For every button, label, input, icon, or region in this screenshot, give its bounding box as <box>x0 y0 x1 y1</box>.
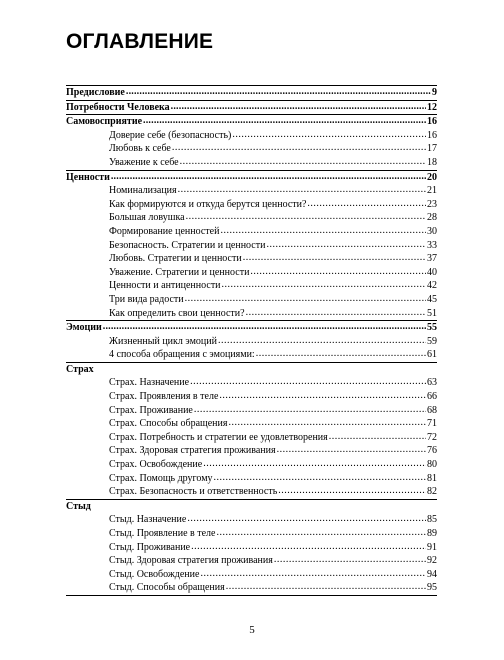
dot-leader <box>266 239 426 252</box>
toc-entry[interactable] <box>66 390 437 404</box>
toc-entry-title: Любовь. Стратегии и ценности <box>109 253 242 265</box>
dot-leader <box>277 444 426 457</box>
toc-entry[interactable] <box>66 142 437 156</box>
toc-entry-title: Уважение к себе <box>109 156 179 168</box>
toc-section-heading[interactable] <box>66 500 437 514</box>
toc-entry-title: Как формируются и откуда берутся ценности? <box>109 198 307 210</box>
toc-entry[interactable] <box>66 431 437 445</box>
toc-page-number: 12 <box>427 101 437 113</box>
dot-leader <box>178 184 426 197</box>
toc-entry[interactable] <box>66 184 437 198</box>
dot-leader <box>172 142 426 155</box>
toc-entry-title: Формирование ценностей <box>109 225 220 237</box>
toc-entry[interactable] <box>66 335 437 349</box>
toc-entry-title: Доверие себе (безопасность) <box>109 129 232 141</box>
toc-entry-title: Как определить свои ценности? <box>109 307 245 319</box>
dot-leader <box>216 527 426 540</box>
toc-page-number: 9 <box>432 87 437 98</box>
toc-page-number: 80 <box>427 459 437 471</box>
toc-entry-title: 4 способа обращения с эмоциями: <box>109 349 255 361</box>
toc-entry[interactable] <box>66 101 437 116</box>
toc-entry[interactable] <box>66 211 437 225</box>
dot-leader <box>214 472 426 485</box>
toc-page-number: 40 <box>427 266 437 278</box>
toc-entry-title: Страх <box>66 363 94 375</box>
dot-leader <box>200 568 426 581</box>
dot-leader <box>190 376 426 389</box>
toc-entry[interactable] <box>66 239 437 253</box>
toc-entry[interactable] <box>66 417 437 431</box>
toc-page-number: 63 <box>427 377 437 389</box>
toc-entry[interactable] <box>66 458 437 472</box>
dot-leader <box>219 390 426 403</box>
toc-entry-title: Ценности <box>66 171 110 183</box>
dot-leader <box>220 225 426 238</box>
dot-leader <box>171 101 426 114</box>
dot-leader <box>307 198 426 211</box>
toc-page-number: 16 <box>427 129 437 141</box>
dot-leader <box>194 404 426 417</box>
dot-leader <box>191 541 426 554</box>
toc-entry[interactable] <box>66 198 437 212</box>
toc-entry-title: Большая ловушка <box>109 212 185 224</box>
toc-page-number: 28 <box>427 212 437 224</box>
toc-page-number: 81 <box>427 472 437 484</box>
toc-page-number: 71 <box>427 418 437 430</box>
toc-page-number: 61 <box>427 349 437 361</box>
toc-entry-title: Страх. Способы обращения <box>109 418 228 430</box>
dot-leader <box>250 266 426 279</box>
toc-page-number: 30 <box>427 225 437 237</box>
toc-page-number: 17 <box>427 143 437 155</box>
dot-leader <box>274 554 426 567</box>
page-number: 5 <box>249 624 255 636</box>
toc-entry-title: Стыд. Назначение <box>109 514 187 526</box>
toc-entry-title: Эмоции <box>66 322 102 334</box>
toc-entry[interactable] <box>66 266 437 280</box>
toc-page-number: 55 <box>427 322 437 334</box>
toc-entry[interactable] <box>66 581 437 595</box>
toc-entry[interactable] <box>66 568 437 582</box>
toc-page-number: 91 <box>427 541 437 553</box>
dot-leader <box>246 307 426 320</box>
toc-entry-title: Стыд. Освобождение <box>109 568 200 580</box>
toc-entry[interactable] <box>66 513 437 527</box>
toc-entry-title: Страх. Проживание <box>109 404 193 416</box>
toc-entry-title: Три вида радости <box>109 293 184 305</box>
toc-entry-title: Безопасность. Стратегии и ценности <box>109 239 266 251</box>
dot-leader <box>111 171 426 184</box>
toc-entry[interactable] <box>66 279 437 293</box>
toc-page-number: 18 <box>427 156 437 168</box>
toc-entry-title: Стыд. Способы обращения <box>109 582 225 594</box>
toc-entry-title: Страх. Здоровая стратегия проживания <box>109 445 276 457</box>
dot-leader <box>103 321 426 334</box>
toc-page-number: 82 <box>427 486 437 498</box>
toc-entry[interactable] <box>66 129 437 143</box>
page-title: ОГЛАВЛЕНИЕ <box>66 30 214 53</box>
dot-leader <box>180 156 426 169</box>
toc-entry[interactable] <box>66 293 437 307</box>
toc-entry-title: Жизненный цикл эмоций <box>109 335 217 347</box>
dot-leader <box>203 458 426 471</box>
toc-entry-title: Любовь к себе <box>109 143 171 155</box>
toc-entry-title: Потребности Человека <box>66 101 170 113</box>
toc-page-number: 85 <box>427 514 437 526</box>
toc-entry[interactable] <box>66 307 437 322</box>
toc-page-number: 72 <box>427 431 437 443</box>
toc-entry[interactable] <box>66 485 437 500</box>
toc-entry-title: Стыд. Здоровая стратегия проживания <box>109 555 273 567</box>
toc-entry-title: Стыд <box>66 500 91 512</box>
toc-entry[interactable] <box>66 225 437 239</box>
toc-entry-title: Номинализация <box>109 185 177 197</box>
toc-entry-title: Самовосприятие <box>66 116 143 128</box>
toc-entry-title: Уважение. Стратегии и ценности <box>109 266 250 278</box>
toc-entry-title: Предисловие <box>66 87 125 98</box>
toc-entry[interactable] <box>66 404 437 418</box>
dot-leader <box>278 485 426 498</box>
dot-leader <box>187 513 426 526</box>
dot-leader <box>143 115 426 128</box>
toc-entry[interactable] <box>66 321 437 335</box>
toc-entry-title: Страх. Безопасность и ответственность <box>109 486 278 498</box>
toc-entry-title: Страх. Освобождение <box>109 459 203 471</box>
toc-entry-title: Стыд. Проявление в теле <box>109 528 216 539</box>
toc-page-number: 33 <box>427 239 437 251</box>
toc-entry[interactable] <box>66 348 437 363</box>
toc-entry-title: Страх. Назначение <box>109 377 190 389</box>
toc-page-number: 94 <box>427 568 437 580</box>
toc-entry[interactable] <box>66 444 437 458</box>
toc-entry-title: Страх. Проявления в теле <box>109 391 219 403</box>
toc-section-heading[interactable] <box>66 363 437 377</box>
toc-page-number: 23 <box>427 198 437 210</box>
toc-page-number: 89 <box>427 528 437 539</box>
toc-page-number: 66 <box>427 391 437 403</box>
table-of-contents <box>66 85 437 596</box>
dot-leader <box>256 348 426 361</box>
toc-entry-title: Страх. Помощь другому <box>109 472 213 484</box>
toc-page-number: 42 <box>427 280 437 292</box>
toc-entry[interactable] <box>66 554 437 568</box>
toc-entry[interactable] <box>66 376 437 390</box>
dot-leader <box>232 129 426 142</box>
toc-entry-title: Страх. Потребность и стратегии ее удовлетворения <box>109 431 328 443</box>
toc-entry[interactable] <box>66 171 437 185</box>
toc-entry-title: Стыд. Проживание <box>109 541 191 553</box>
toc-page-number: 51 <box>427 307 437 319</box>
toc-page-number: 21 <box>427 185 437 197</box>
toc-entry[interactable] <box>66 86 437 101</box>
toc-page-number: 45 <box>427 293 437 305</box>
toc-entry[interactable] <box>66 472 437 486</box>
dot-leader <box>243 252 426 265</box>
toc-page-number: 59 <box>427 335 437 347</box>
toc-entry-title: Ценности и антиценности <box>109 280 221 292</box>
dot-leader <box>126 86 431 99</box>
dot-leader <box>329 431 426 444</box>
toc-entry[interactable] <box>66 541 437 555</box>
toc-page-number: 92 <box>427 555 437 567</box>
toc-page-number: 20 <box>427 171 437 183</box>
dot-leader <box>185 293 426 306</box>
dot-leader <box>226 581 426 594</box>
toc-entry[interactable] <box>66 252 437 266</box>
toc-entry[interactable] <box>66 115 437 129</box>
toc-entry[interactable] <box>66 156 437 171</box>
toc-entry[interactable] <box>66 527 437 541</box>
toc-page-number: 68 <box>427 404 437 416</box>
dot-leader <box>186 211 426 224</box>
dot-leader <box>218 335 426 348</box>
dot-leader <box>222 279 426 292</box>
toc-page-number: 76 <box>427 445 437 457</box>
dot-leader <box>228 417 426 430</box>
toc-page-number: 95 <box>427 582 437 594</box>
toc-page-number: 16 <box>427 116 437 128</box>
toc-page-number: 37 <box>427 253 437 265</box>
